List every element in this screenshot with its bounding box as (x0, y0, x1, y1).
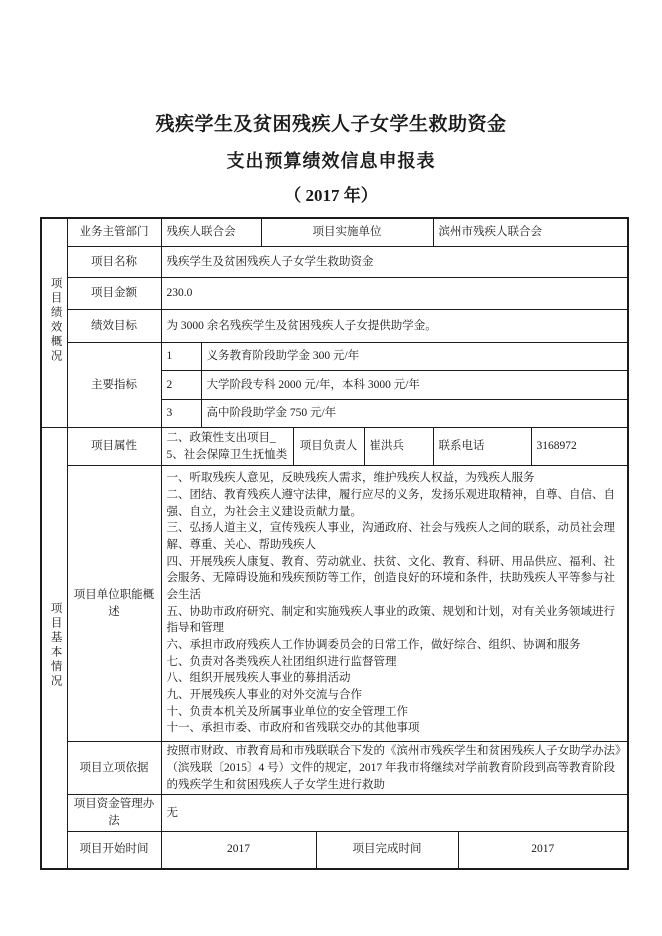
document-title-line1: 残疾学生及贫困残疾人子女学生救助资金 (155, 114, 507, 135)
function-item: 七、负责对各类残疾人社团组织进行监督管理 (166, 655, 397, 668)
row-project-attribute (41, 428, 628, 466)
start-time-label: 项目开始时间 (67, 831, 161, 869)
start-time-value: 2017 (161, 831, 316, 869)
row-project-basis (41, 742, 628, 795)
performance-goal-value: 为 3000 余名残疾学生及贫困残疾人子女提供助学金。 (161, 310, 628, 343)
row-project-amount (41, 278, 628, 310)
project-name-label: 项目名称 (67, 247, 161, 278)
function-item: 十、负责本机关及所属事业单位的安全管理工作 (166, 705, 408, 718)
project-owner-value: 崔洪兵 (364, 428, 433, 466)
contact-phone-value: 3168972 (531, 428, 628, 466)
end-time-value: 2017 (458, 831, 628, 869)
indicator-2-text: 大学阶段专科 2000 元/年，本科 3000 元/年 (201, 371, 628, 400)
indicator-3-text: 高中阶段助学金 750 元/年 (201, 400, 628, 428)
project-basis-label: 项目立项依据 (67, 742, 161, 795)
project-amount-value: 230.0 (161, 278, 628, 310)
indicator-3-number: 3 (161, 400, 201, 428)
project-name-value: 残疾学生及贫困残疾人子女学生救助资金 (161, 247, 628, 278)
contact-phone-label: 联系电话 (433, 428, 531, 466)
row-project-dates (41, 831, 628, 869)
function-item: 一、听取残疾人意见，反映残疾人需求，维护残疾人权益，为残疾人服务 (166, 472, 535, 485)
indicator-1-text: 义务教育阶段助学金 300 元/年 (201, 343, 628, 371)
row-indicator-1 (41, 343, 628, 371)
function-item: 八、组织开展残疾人事业的募捐活动 (166, 672, 351, 685)
end-time-label: 项目完成时间 (316, 831, 458, 869)
section-basic-info-label: 项目基本情况 (49, 601, 62, 689)
document-title-line2: 支出预算绩效信息申报表 (226, 151, 436, 172)
indicator-2-number: 2 (161, 371, 201, 400)
unit-functions-value (161, 466, 628, 742)
function-item: 十一、承担市委、市政府和省残联交办的其他事项 (166, 722, 420, 735)
function-item: 六、承担市政府残疾人工作协调委员会的日常工作，做好综合、组织、协调和服务 (166, 639, 581, 652)
function-item: 五、协助市政府研究、制定和实施残疾人事业的政策、规划和计划，对有关业务领域进行指导和管理 (166, 605, 615, 635)
function-item: 二、团结、教育残疾人遵守法律，履行应尽的义务，发扬乐观进取精神，自尊、自信、自强、自立，为社会主义建设贡献力量。 (166, 488, 615, 518)
row-fund-management (41, 795, 628, 831)
row-unit-functions (41, 466, 628, 742)
fund-management-value: 无 (161, 795, 628, 831)
project-attribute-label: 项目属性 (67, 428, 161, 466)
function-item: 九、开展残疾人事业的对外交流与合作 (166, 689, 362, 702)
row-dept (41, 218, 628, 247)
performance-goal-label: 绩效目标 (67, 310, 161, 343)
function-item: 三、弘扬人道主义，宣传残疾人事业，沟通政府、社会与残疾人之间的联系，动员社会理解、尊重、关心、帮助残疾人 (166, 522, 615, 551)
row-project-name (41, 247, 628, 278)
fund-management-label: 项目资金管理办法 (67, 795, 161, 831)
impl-unit-value: 滨州市残疾人联合会 (433, 218, 628, 247)
document-title-block (0, 0, 662, 206)
section-performance-overview-label: 项目绩效概况 (49, 276, 62, 364)
section-performance-overview (41, 218, 67, 428)
project-owner-label: 项目负责人 (293, 428, 364, 466)
main-indicators-label: 主要指标 (67, 343, 161, 428)
project-basis-value: 按照市财政、市教育局和市残联联合下发的《滨州市残疾学生和贫困残疾人子女助学办法》（滨残联〔2015〕4 号）文件的规定，2017 年我市将继续对学前教育阶段到高等教育阶段的残疾学生和贫困残疾人子女学生进行救助 (161, 742, 628, 795)
impl-unit-label: 项目实施单位 (261, 218, 433, 247)
project-amount-label: 项目金额 (67, 278, 161, 310)
document-title-year: （ 2017 年） (284, 185, 378, 205)
dept-label: 业务主管部门 (67, 218, 161, 247)
unit-functions-label: 项目单位职能概述 (67, 466, 161, 742)
dept-value: 残疾人联合会 (161, 218, 261, 247)
project-attribute-value: 二、政策性支出项目_5、社会保障卫生抚恤类 (161, 428, 293, 466)
row-performance-goal (41, 310, 628, 343)
declaration-table (40, 217, 629, 870)
section-basic-info (41, 428, 67, 869)
indicator-1-number: 1 (161, 343, 201, 371)
function-item: 四、开展残疾人康复、教育、劳动就业、扶贫、文化、教育、科研、用品供应、福利、社会服务、无障碍设施和残疾预防等工作，创造良好的环境和条件，扶助残疾人平等参与社会生活 (166, 555, 615, 602)
